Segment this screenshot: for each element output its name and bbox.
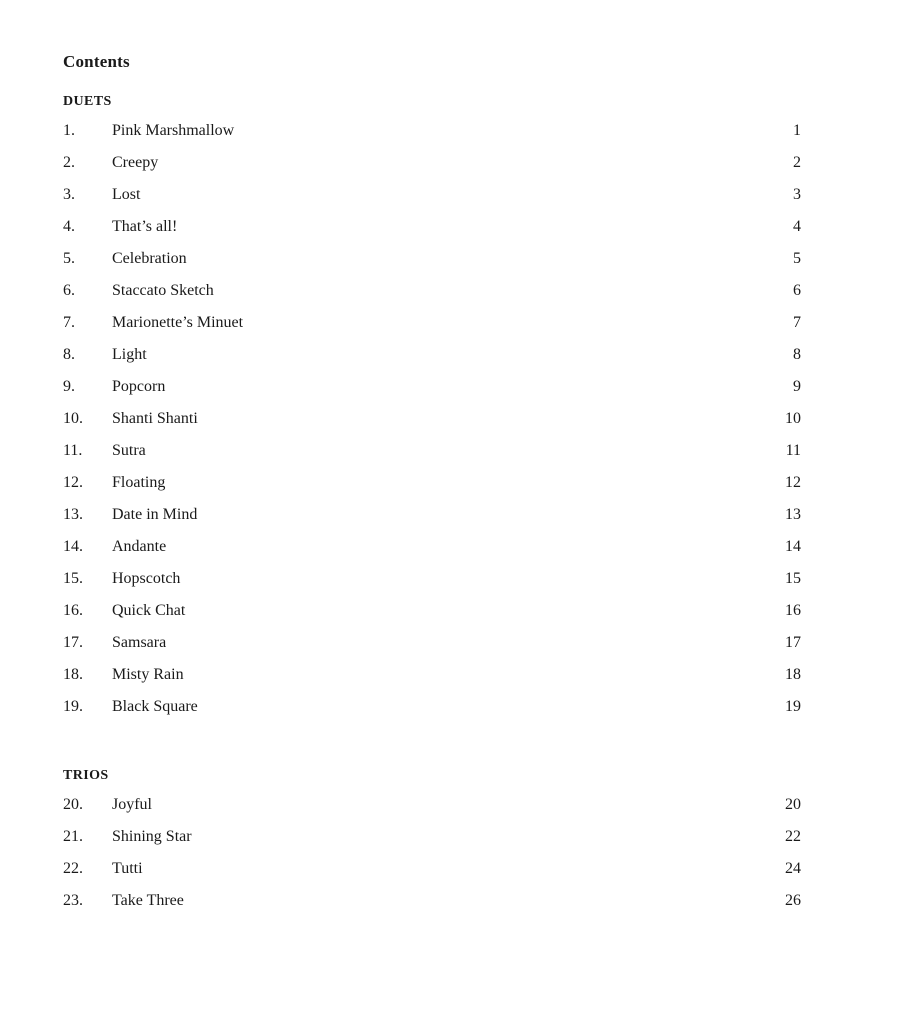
item-page: 7: [793, 314, 801, 331]
item-page: 19: [785, 698, 801, 715]
toc-row: [63, 853, 801, 885]
item-title: Quick Chat: [112, 602, 186, 619]
item-number: 5.: [63, 250, 75, 267]
item-page: 24: [785, 860, 801, 877]
item-title: Staccato Sketch: [112, 282, 214, 299]
toc-row: [63, 659, 801, 691]
page-title: Contents: [63, 52, 130, 71]
item-number: 15.: [63, 570, 83, 587]
item-page: 5: [793, 250, 801, 267]
toc-section: [63, 93, 801, 723]
item-title: Shining Star: [112, 828, 192, 845]
item-number: 16.: [63, 602, 83, 619]
item-number: 11.: [63, 442, 83, 459]
item-number: 17.: [63, 634, 83, 651]
item-page: 22: [785, 828, 801, 845]
item-title: That’s all!: [112, 218, 178, 235]
item-page: 11: [785, 442, 801, 459]
toc-row: [63, 789, 801, 821]
item-title: Light: [112, 346, 147, 363]
toc-row: [63, 563, 801, 595]
toc-row: [63, 115, 801, 147]
item-title: Pink Marshmallow: [112, 122, 235, 139]
item-page: 13: [785, 506, 801, 523]
toc-row: [63, 627, 801, 659]
item-title: Misty Rain: [112, 666, 184, 683]
item-page: 20: [785, 796, 801, 813]
item-number: 2.: [63, 154, 75, 171]
section-heading: TRIOS: [63, 768, 109, 783]
item-title: Celebration: [112, 250, 187, 267]
item-page: 10: [785, 410, 801, 427]
item-page: 18: [785, 666, 801, 683]
toc-row: [63, 531, 801, 563]
item-page: 1: [793, 122, 801, 139]
item-title: Lost: [112, 186, 141, 203]
toc-row: [63, 275, 801, 307]
toc-row: [63, 371, 801, 403]
item-number: 14.: [63, 538, 83, 555]
item-number: 22.: [63, 860, 83, 877]
item-title: Sutra: [112, 442, 146, 459]
item-number: 10.: [63, 410, 83, 427]
item-title: Creepy: [112, 154, 159, 171]
item-page: 15: [785, 570, 801, 587]
item-number: 6.: [63, 282, 75, 299]
item-number: 9.: [63, 378, 75, 395]
item-page: 17: [785, 634, 801, 651]
toc-row: [63, 179, 801, 211]
toc-row: [63, 403, 801, 435]
item-title: Hopscotch: [112, 570, 181, 587]
item-page: 8: [793, 346, 801, 363]
toc-section: [63, 767, 801, 917]
toc-row: [63, 243, 801, 275]
item-page: 26: [785, 892, 801, 909]
item-page: 12: [785, 474, 801, 491]
section-heading: DUETS: [63, 94, 112, 109]
item-number: 23.: [63, 892, 83, 909]
item-title: Tutti: [112, 860, 143, 877]
item-number: 13.: [63, 506, 83, 523]
item-title: Shanti Shanti: [112, 410, 198, 427]
item-title: Andante: [112, 538, 167, 555]
item-number: 1.: [63, 122, 75, 139]
item-number: 18.: [63, 666, 83, 683]
item-title: Popcorn: [112, 378, 166, 395]
item-title: Take Three: [112, 892, 184, 909]
item-number: 7.: [63, 314, 75, 331]
item-page: 2: [793, 154, 801, 171]
item-number: 20.: [63, 796, 83, 813]
item-page: 3: [793, 186, 801, 203]
item-number: 3.: [63, 186, 75, 203]
toc-row: [63, 147, 801, 179]
item-page: 6: [793, 282, 801, 299]
item-page: 14: [785, 538, 801, 555]
item-title: Floating: [112, 474, 166, 491]
toc-row: [63, 339, 801, 371]
item-page: 16: [785, 602, 801, 619]
item-number: 21.: [63, 828, 83, 845]
item-title: Joyful: [112, 796, 152, 813]
toc-row: [63, 499, 801, 531]
toc-row: [63, 307, 801, 339]
item-title: Samsara: [112, 634, 167, 651]
item-number: 12.: [63, 474, 83, 491]
item-title: Marionette’s Minuet: [112, 314, 244, 331]
toc-sections: [63, 93, 801, 917]
toc-row: [63, 211, 801, 243]
item-title: Date in Mind: [112, 506, 198, 523]
toc-row: [63, 885, 801, 917]
item-page: 4: [793, 218, 801, 235]
toc-row: [63, 595, 801, 627]
toc-row: [63, 821, 801, 853]
toc-row: [63, 467, 801, 499]
toc-row: [63, 435, 801, 467]
item-number: 8.: [63, 346, 75, 363]
item-number: 19.: [63, 698, 83, 715]
item-number: 4.: [63, 218, 75, 235]
item-title: Black Square: [112, 698, 198, 715]
item-page: 9: [793, 378, 801, 395]
toc-row: [63, 691, 801, 723]
